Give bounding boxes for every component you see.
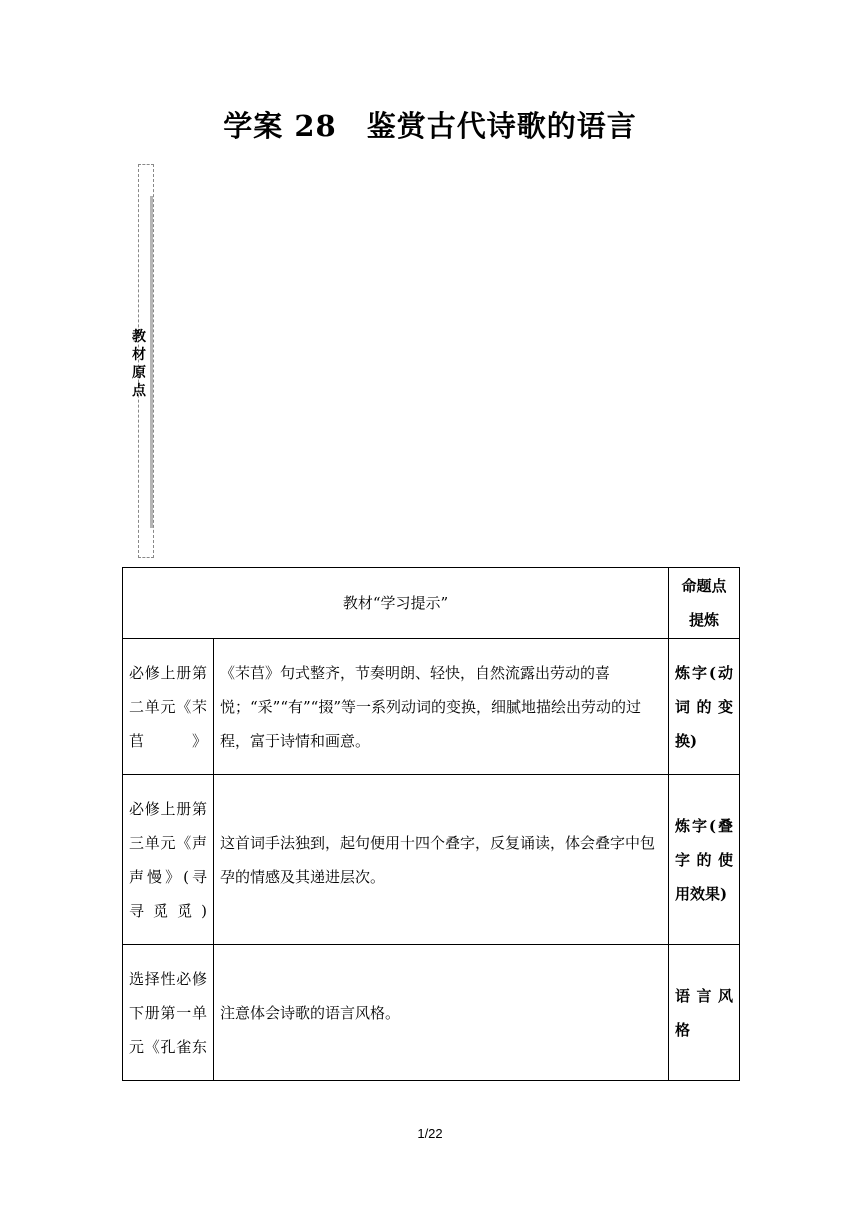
sidebar-label-char: 点 bbox=[132, 383, 146, 399]
row-tag: 炼字(动词的变换) bbox=[669, 639, 740, 775]
row-tag: 炼字(叠字的使用效果) bbox=[669, 775, 740, 945]
row-tip: 这首词手法独到，起句便用十四个叠字，反复诵读，体会叠字中包孕的情感及其递进层次。 bbox=[214, 775, 669, 945]
header-tag: 命题点提炼 bbox=[669, 568, 740, 639]
row-source: 必修上册第二单元《芣苢》 bbox=[123, 639, 214, 775]
table-row bbox=[123, 775, 740, 945]
row-source: 选择性必修下册第一单元《孔雀东 bbox=[123, 945, 214, 1081]
sidebar-label-char: 教 bbox=[132, 329, 146, 345]
study-tips-table bbox=[122, 567, 740, 1081]
row-source: 必修上册第三单元《声声慢》(寻寻觅觅) bbox=[123, 775, 214, 945]
row-tip: 《芣苢》句式整齐，节奏明朗、轻快，自然流露出劳动的喜悦；“采”“有”“掇”等一系列动词的变换，细腻地描绘出劳动的过程，富于诗情和画意。 bbox=[214, 639, 669, 775]
table-row bbox=[123, 945, 740, 1081]
row-tag: 语言风格 bbox=[669, 945, 740, 1081]
page-number: 1/22 bbox=[417, 1126, 443, 1141]
sidebar-bar bbox=[150, 196, 153, 528]
sidebar-label-char: 材 bbox=[132, 347, 146, 363]
header-study-tips: 教材“学习提示” bbox=[123, 568, 669, 639]
sidebar-label bbox=[131, 328, 147, 400]
page-title: 学案 28 鉴赏古代诗歌的语言 bbox=[223, 109, 637, 143]
row-tip: 注意体会诗歌的语言风格。 bbox=[214, 945, 669, 1081]
table-header-row bbox=[123, 568, 740, 639]
sidebar-label-char: 原 bbox=[132, 365, 146, 381]
table-row bbox=[123, 639, 740, 775]
